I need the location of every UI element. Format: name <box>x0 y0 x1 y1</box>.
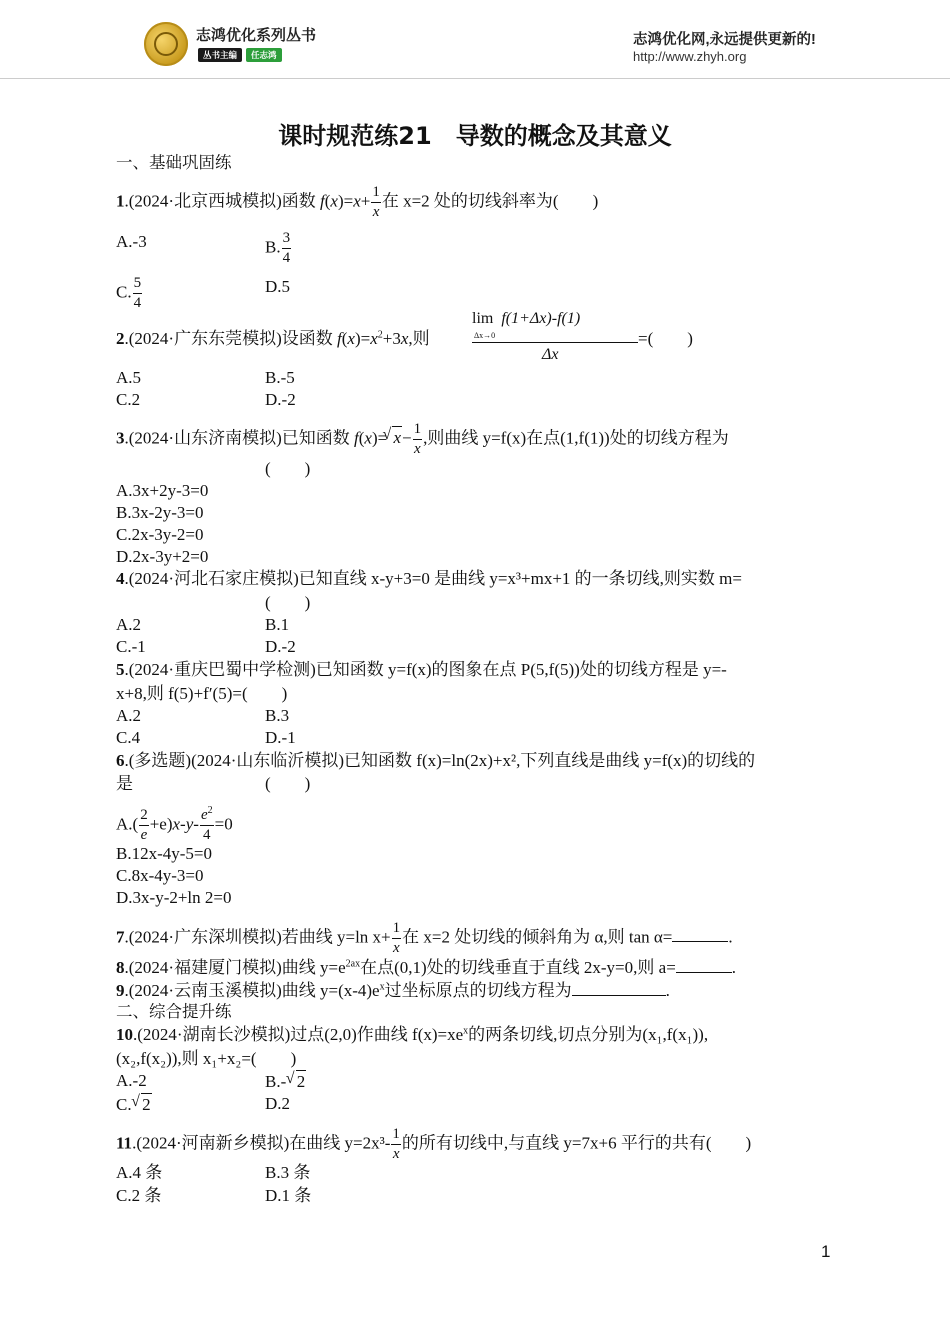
q11-option-d[interactable]: D.1 条 <box>265 1186 312 1205</box>
q4-option-d[interactable]: D.-2 <box>265 637 296 656</box>
q11-option-a[interactable]: A.4 条 <box>116 1163 163 1182</box>
q3-answer-paren: ( ) <box>265 459 311 478</box>
q10-option-c[interactable]: C. √ 2 <box>116 1093 152 1116</box>
page-title: 课时规范练21 导数的概念及其意义 <box>278 122 672 150</box>
q2-option-c[interactable]: C.2 <box>116 390 141 409</box>
q5-option-a[interactable]: A.2 <box>116 706 142 725</box>
question-10: 10.(2024·湖南长沙模拟)过点(2,0)作曲线 $f(x)=xe^x$的两条切线,切点分别为(x₁,f(x₁)), <box>116 1025 709 1044</box>
editor-label: 丛书主编 <box>198 48 242 62</box>
question-6: 6.(多选题)(2024·山东临沂模拟)已知函数 f(x)=ln(2x)+x²,下列直线是曲线 y=f(x)的切线的 <box>116 751 756 770</box>
q3-option-a[interactable]: A.3x+2y-3=0 <box>116 481 209 500</box>
q2-tail: =( ) <box>638 329 693 348</box>
question-5: 5.(2024·重庆巴蜀中学检测)已知函数 y=f(x)的图象在点 P(5,f(5))处的切线方程是 y=- <box>116 660 727 679</box>
question-4: 4.(2024·河北石家庄模拟)已知直线 x-y+3=0 是曲线 y=x³+mx+1 的一条切线,则实数 m= <box>116 569 742 588</box>
q2-option-a[interactable]: A.5 <box>116 368 142 387</box>
q9-answer-blank[interactable] <box>572 979 666 996</box>
slogan: 志鸿优化网,永远提供更新的! <box>633 32 816 48</box>
q4-answer-paren: ( ) <box>265 593 311 612</box>
section-advanced: 二、综合提升练 <box>116 1002 232 1021</box>
question-10-cont: (x₂,f(x₂)),则 x₁+x₂=( ) <box>116 1049 297 1068</box>
question-11: 11.(2024·河南新乡模拟)在曲线 y=2x³- $\frac{1}{x}$ 的所有切线中,与直线 y=7x+6 平行的共有( ) <box>116 1126 752 1162</box>
q1-option-c[interactable]: C. $\frac{5}{4}$ <box>116 275 142 311</box>
question-9: 9.(2024·云南玉溪模拟)曲线 $y=(x-4)e^x$过坐标原点的切线方程为 . <box>116 981 670 1000</box>
q1-option-a[interactable]: A.-3 <box>116 232 147 251</box>
header-divider <box>0 78 950 79</box>
q5-option-c[interactable]: C.4 <box>116 728 141 747</box>
q7-answer-blank[interactable] <box>672 925 728 942</box>
q3-option-c[interactable]: C.2x-3y-2=0 <box>116 525 204 544</box>
q6-option-c[interactable]: C.8x-4y-3=0 <box>116 866 204 885</box>
brand-name: 志鸿优化系列丛书 <box>196 27 317 44</box>
q8-answer-blank[interactable] <box>676 956 732 973</box>
q2-option-b[interactable]: B.-5 <box>265 368 295 387</box>
q1-option-b[interactable]: B. $\frac{3}{4}$ <box>265 230 291 266</box>
q3-option-d[interactable]: D.2x-3y+2=0 <box>116 547 209 566</box>
question-3: 3.(2024·山东济南模拟)已知函数 f(x)= √ x− $\frac{1}{x}$ ,则曲线 y=f(x)在点(1,f(1))处的切线方程为 <box>116 422 729 457</box>
series-logo <box>144 22 188 66</box>
site-url[interactable]: http://www.zhyh.org <box>633 49 747 64</box>
q10-option-b[interactable]: B.- √ 2 <box>265 1070 306 1093</box>
q6-option-d[interactable]: D.3x-y-2+ln 2=0 <box>116 888 232 907</box>
q5-option-d[interactable]: D.-1 <box>265 728 296 747</box>
question-6-cont: 是 <box>116 774 133 793</box>
q5-option-b[interactable]: B.3 <box>265 706 290 725</box>
q4-option-c[interactable]: C.-1 <box>116 637 146 656</box>
q6-answer-paren: ( ) <box>265 774 311 793</box>
q4-option-b[interactable]: B.1 <box>265 615 290 634</box>
question-5-cont: x+8,则 f(5)+f′(5)=( ) <box>116 684 288 703</box>
question-8: 8.(2024·福建厦门模拟)曲线 $y=e^{2ax}$在点(0,1)处的切线垂直于直线 2x-y=0,则 a= . <box>116 958 737 977</box>
q2-limit-expression: lim f(1+Δx)-f(1) Δx→0 Δx <box>472 308 638 366</box>
editor-name: 任志鸿 <box>246 48 282 62</box>
q6-option-b[interactable]: B.12x-4y-5=0 <box>116 844 212 863</box>
q6-option-a[interactable]: A.( $\frac{2}{e}$ +e)x-y- $\frac{e^2}{4}$ =0 <box>116 805 233 843</box>
question-2: 2.(2024·广东东莞模拟)设函数 $f(x)=x^2+3x$,则 <box>116 329 430 348</box>
q11-option-c[interactable]: C.2 条 <box>116 1186 162 1205</box>
question-1: 1.(2024·北京西城模拟)函数 f(x)=x+ $\frac{1}{x}$ 在 x=2 处的切线斜率为( ) <box>116 184 599 220</box>
question-7: 7.(2024·广东深圳模拟)若曲线 y=ln x+ $\frac{1}{x}$ 在 x=2 处切线的倾斜角为 α,则 tan α= . <box>116 920 733 956</box>
q2-option-d[interactable]: D.-2 <box>265 390 296 409</box>
q10-option-a[interactable]: A.-2 <box>116 1071 147 1090</box>
page-number: 1 <box>821 1242 831 1261</box>
q1-option-d[interactable]: D.5 <box>265 277 291 296</box>
section-basic: 一、基础巩固练 <box>116 153 232 172</box>
q3-option-b[interactable]: B.3x-2y-3=0 <box>116 503 204 522</box>
q4-option-a[interactable]: A.2 <box>116 615 142 634</box>
q10-option-d[interactable]: D.2 <box>265 1094 291 1113</box>
q11-option-b[interactable]: B.3 条 <box>265 1163 311 1182</box>
